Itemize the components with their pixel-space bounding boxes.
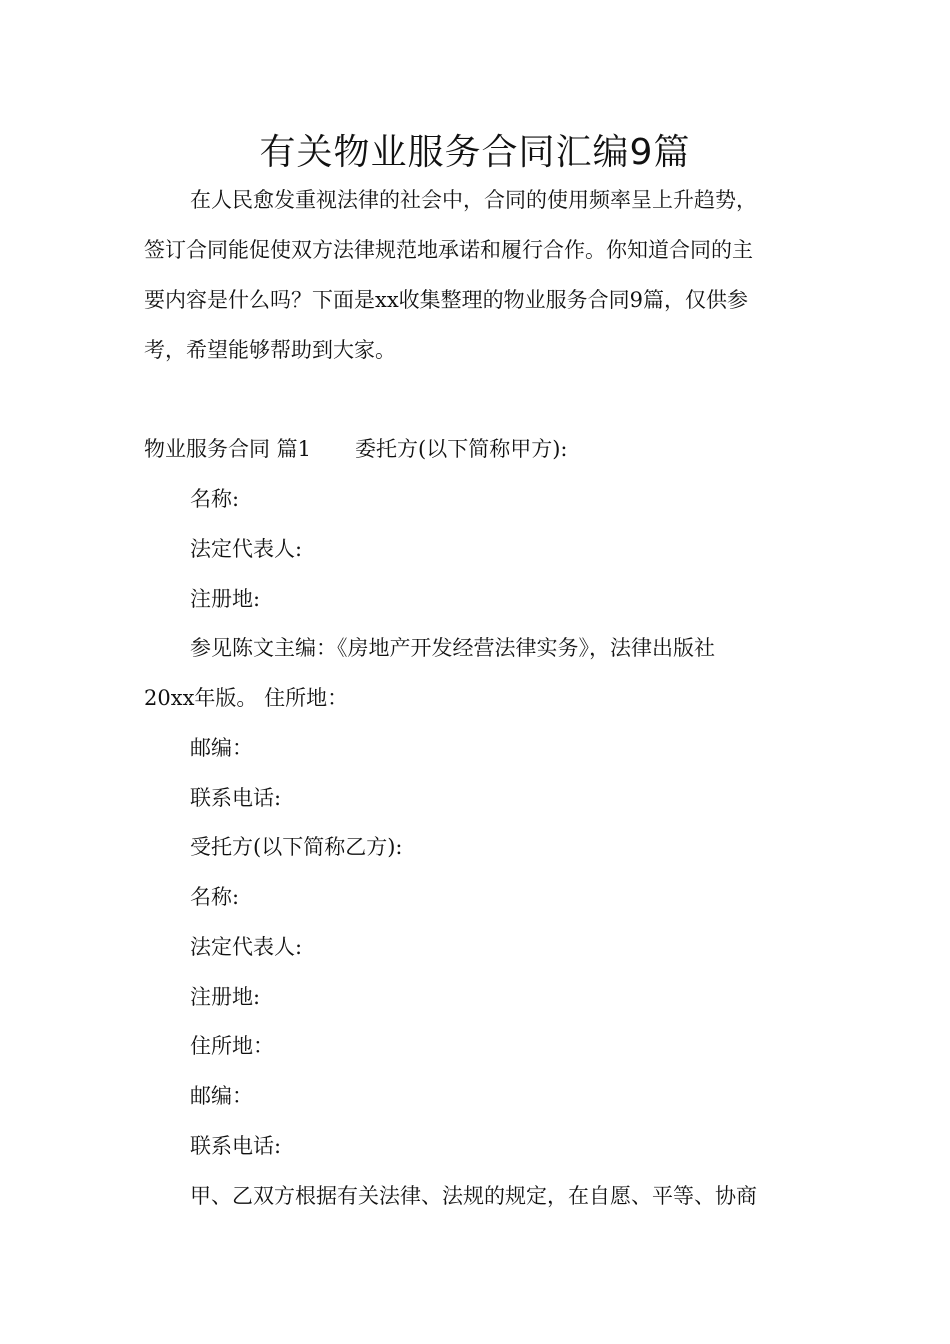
reference-line-1: 参见陈文主编：《房地产开发经营法律实务》，法律出版社 bbox=[190, 636, 715, 660]
intro-line-1: 在人民愈发重视法律的社会中，合同的使用频率呈上升趋势， bbox=[190, 188, 757, 212]
party-b-address: 住所地： bbox=[190, 1034, 274, 1058]
document-title: 有关物业服务合同汇编9篇 bbox=[259, 132, 691, 173]
intro-line-2: 签订合同能促使双方法律规范地承诺和履行合作。你知道合同的主 bbox=[144, 238, 753, 262]
section-heading-row bbox=[144, 434, 568, 464]
party-b-legal-rep: 法定代表人: bbox=[190, 935, 303, 959]
party-b-phone: 联系电话: bbox=[190, 1134, 282, 1158]
party-a-registered: 注册地: bbox=[190, 587, 261, 611]
intro-line-3: 要内容是什么吗？下面是xx收集整理的物业服务合同9篇，仅供参 bbox=[144, 288, 749, 312]
party-a-postcode: 邮编： bbox=[190, 736, 253, 760]
section-heading: 物业服务合同 篇1 bbox=[144, 437, 312, 461]
party-b-heading: 受托方(以下简称乙方): bbox=[190, 835, 403, 859]
closing-line: 甲、乙双方根据有关法律、法规的规定，在自愿、平等、协商 bbox=[190, 1184, 757, 1208]
party-a-name: 名称: bbox=[190, 487, 240, 511]
party-a-phone: 联系电话: bbox=[190, 786, 282, 810]
party-b-postcode: 邮编： bbox=[190, 1084, 253, 1108]
party-a-heading: 委托方(以下简称甲方): bbox=[355, 437, 568, 461]
party-a-legal-rep: 法定代表人: bbox=[190, 537, 303, 561]
party-b-registered: 注册地: bbox=[190, 985, 261, 1009]
party-b-name: 名称: bbox=[190, 885, 240, 909]
reference-line-2: 20xx年版。 住所地： bbox=[144, 686, 349, 710]
intro-line-4: 考，希望能够帮助到大家。 bbox=[144, 338, 396, 362]
